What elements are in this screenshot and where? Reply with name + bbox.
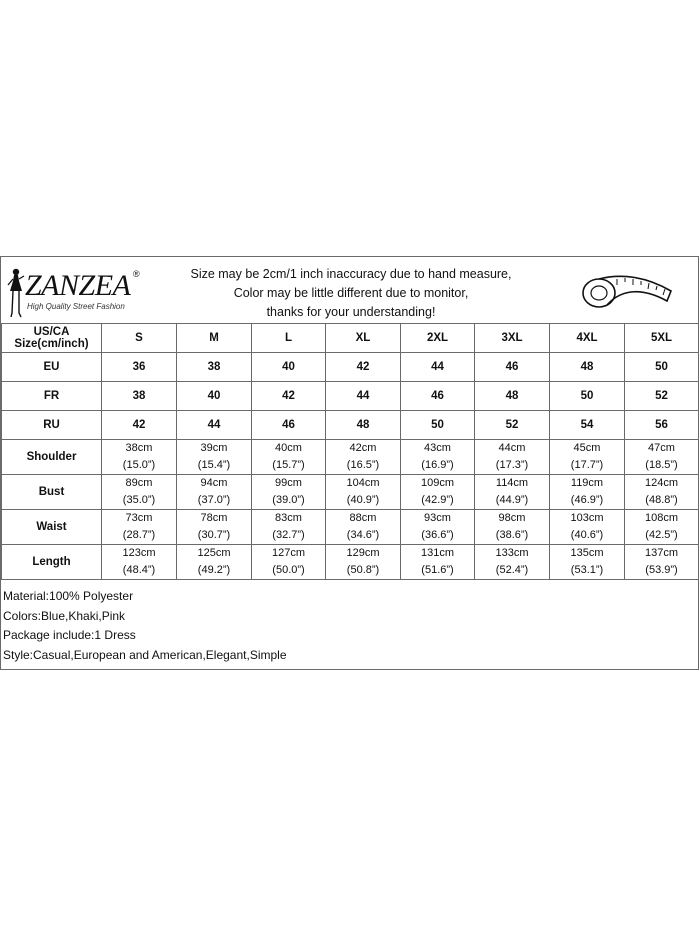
inch-value: (42.5”) bbox=[645, 529, 678, 541]
inch-value: (28.7”) bbox=[122, 529, 156, 541]
measure-cell bbox=[475, 510, 550, 545]
cm-value: 124cm bbox=[644, 477, 679, 489]
size-value-cell: 48 bbox=[550, 353, 625, 382]
size-table bbox=[1, 323, 699, 580]
inch-value: (48.4”) bbox=[122, 564, 156, 576]
cm-value: 89cm bbox=[125, 477, 153, 489]
size-row-fr bbox=[2, 382, 699, 411]
measure-cell bbox=[102, 510, 177, 545]
size-value-cell: 40 bbox=[177, 382, 252, 411]
measure-cell bbox=[177, 440, 252, 475]
inch-value: (49.2”) bbox=[197, 564, 231, 576]
inch-value: (46.9”) bbox=[570, 494, 604, 506]
inch-value: (15.4”) bbox=[197, 459, 231, 471]
cm-value: 123cm bbox=[122, 547, 156, 559]
size-chart-header bbox=[1, 257, 698, 323]
measure-cell bbox=[401, 545, 475, 580]
inch-value: (34.6”) bbox=[346, 529, 380, 541]
cm-value: 103cm bbox=[570, 512, 604, 524]
measure-cell bbox=[326, 475, 401, 510]
size-header: 2XL bbox=[401, 324, 475, 353]
inch-value: (30.7”) bbox=[197, 529, 231, 541]
size-value-cell: 42 bbox=[252, 382, 326, 411]
measure-cell bbox=[102, 475, 177, 510]
cm-value: 125cm bbox=[197, 547, 231, 559]
inch-value: (53.1”) bbox=[570, 564, 604, 576]
simple-rows bbox=[2, 353, 699, 440]
size-header-row bbox=[2, 324, 699, 353]
measurement-note bbox=[161, 265, 541, 322]
measure-cell bbox=[475, 440, 550, 475]
inch-value: (40.9”) bbox=[346, 494, 380, 506]
size-header: 4XL bbox=[550, 324, 625, 353]
inch-value: (44.9”) bbox=[495, 494, 529, 506]
measure-row-shoulder bbox=[2, 440, 699, 475]
inch-value: (37.0”) bbox=[197, 494, 231, 506]
measure-cell bbox=[326, 510, 401, 545]
material-line: Material:100% Polyester bbox=[3, 589, 134, 603]
size-row-eu bbox=[2, 353, 699, 382]
cm-value: 47cm bbox=[648, 442, 675, 454]
cm-value: 83cm bbox=[275, 512, 302, 524]
cm-value: 39cm bbox=[200, 442, 228, 454]
cm-value: 109cm bbox=[420, 477, 455, 489]
measure-cell bbox=[252, 440, 326, 475]
inch-value: (50.8”) bbox=[346, 564, 380, 576]
row-label: EU bbox=[2, 353, 102, 382]
measure-cell bbox=[475, 475, 550, 510]
cm-value: 108cm bbox=[644, 512, 679, 524]
measure-cell bbox=[401, 440, 475, 475]
size-header: 5XL bbox=[625, 324, 699, 353]
inch-value: (50.0”) bbox=[272, 564, 305, 576]
measure-cell bbox=[550, 545, 625, 580]
measure-cell bbox=[326, 440, 401, 475]
measure-row-waist bbox=[2, 510, 699, 545]
size-header: S bbox=[102, 324, 177, 353]
size-value-cell: 42 bbox=[102, 411, 177, 440]
size-value-cell: 46 bbox=[401, 382, 475, 411]
size-value-cell: 38 bbox=[177, 353, 252, 382]
inch-value: (17.7”) bbox=[570, 459, 604, 471]
cm-value: 88cm bbox=[349, 512, 377, 524]
size-value-cell: 44 bbox=[177, 411, 252, 440]
inch-value: (36.6”) bbox=[421, 529, 454, 541]
measure-cell bbox=[252, 545, 326, 580]
size-row-ru bbox=[2, 411, 699, 440]
corner-label-line: Size(cm/inch) bbox=[14, 338, 89, 350]
cm-value: 93cm bbox=[424, 512, 451, 524]
style-line: Style:Casual,European and American,Elegant,Simple bbox=[3, 647, 287, 662]
inch-value: (48.8”) bbox=[645, 494, 678, 506]
measure-cell bbox=[326, 545, 401, 580]
size-value-cell: 50 bbox=[401, 411, 475, 440]
row-label: Shoulder bbox=[2, 440, 102, 475]
product-details bbox=[3, 587, 287, 665]
corner-label bbox=[2, 324, 102, 353]
inch-value: (16.9”) bbox=[421, 459, 454, 471]
size-header: M bbox=[177, 324, 252, 353]
note-line: Color may be little different due to monitor, bbox=[233, 286, 469, 300]
cm-value: 73cm bbox=[125, 512, 153, 524]
package-line: Package include:1 Dress bbox=[3, 628, 136, 642]
brand-logo bbox=[7, 263, 147, 319]
measure-cell bbox=[550, 475, 625, 510]
inch-value: (38.6”) bbox=[495, 529, 529, 541]
row-label: Waist bbox=[2, 510, 102, 545]
measure-cell bbox=[177, 545, 252, 580]
cm-value: 44cm bbox=[498, 442, 526, 454]
cm-value: 45cm bbox=[573, 442, 601, 454]
size-header: L bbox=[252, 324, 326, 353]
size-value-cell: 46 bbox=[252, 411, 326, 440]
cm-value: 135cm bbox=[570, 547, 604, 559]
size-value-cell: 38 bbox=[102, 382, 177, 411]
measure-cell bbox=[252, 510, 326, 545]
inch-value: (42.9”) bbox=[421, 494, 454, 506]
size-value-cell: 36 bbox=[102, 353, 177, 382]
measure-row-length bbox=[2, 545, 699, 580]
note-line: Size may be 2cm/1 inch inaccuracy due to hand measure, bbox=[190, 267, 512, 281]
size-value-cell: 48 bbox=[326, 411, 401, 440]
measure-rows bbox=[2, 440, 699, 580]
cm-value: 127cm bbox=[271, 547, 306, 559]
row-label: Bust bbox=[2, 475, 102, 510]
measure-cell bbox=[177, 510, 252, 545]
size-value-cell: 50 bbox=[550, 382, 625, 411]
size-value-cell: 48 bbox=[475, 382, 550, 411]
cm-value: 137cm bbox=[644, 547, 679, 559]
registered-mark: ® bbox=[133, 269, 140, 279]
cm-value: 114cm bbox=[495, 477, 529, 489]
inch-value: (16.5”) bbox=[346, 459, 380, 471]
size-chart bbox=[0, 256, 699, 670]
inch-value: (17.3”) bbox=[495, 459, 529, 471]
measure-row-bust bbox=[2, 475, 699, 510]
measure-cell bbox=[401, 510, 475, 545]
cm-value: 119cm bbox=[570, 477, 604, 489]
corner-label-line: US/CA bbox=[33, 326, 70, 338]
row-label: FR bbox=[2, 382, 102, 411]
cm-value: 99cm bbox=[275, 477, 302, 489]
measure-cell bbox=[102, 545, 177, 580]
measure-cell bbox=[625, 475, 699, 510]
size-value-cell: 42 bbox=[326, 353, 401, 382]
size-header: XL bbox=[326, 324, 401, 353]
inch-value: (52.4”) bbox=[495, 564, 529, 576]
cm-value: 98cm bbox=[498, 512, 526, 524]
row-label: RU bbox=[2, 411, 102, 440]
cm-value: 94cm bbox=[200, 477, 228, 489]
measure-cell bbox=[625, 510, 699, 545]
measure-cell bbox=[401, 475, 475, 510]
cm-value: 43cm bbox=[424, 442, 451, 454]
brand-name: ZANZEA bbox=[25, 269, 131, 302]
inch-value: (40.6”) bbox=[570, 529, 604, 541]
inch-value: (35.0”) bbox=[122, 494, 156, 506]
cm-value: 38cm bbox=[125, 442, 153, 454]
cm-value: 129cm bbox=[346, 547, 380, 559]
size-value-cell: 44 bbox=[326, 382, 401, 411]
cm-value: 104cm bbox=[346, 477, 380, 489]
inch-value: (32.7”) bbox=[272, 529, 305, 541]
size-value-cell: 52 bbox=[625, 382, 699, 411]
measure-cell bbox=[550, 440, 625, 475]
cm-value: 42cm bbox=[349, 442, 377, 454]
measure-cell bbox=[550, 510, 625, 545]
cm-value: 40cm bbox=[275, 442, 302, 454]
size-header: 3XL bbox=[475, 324, 550, 353]
inch-value: (53.9”) bbox=[645, 564, 678, 576]
cm-value: 78cm bbox=[200, 512, 228, 524]
measure-cell bbox=[177, 475, 252, 510]
size-value-cell: 52 bbox=[475, 411, 550, 440]
inch-value: (51.6”) bbox=[421, 564, 454, 576]
size-value-cell: 44 bbox=[401, 353, 475, 382]
measuring-tape-icon bbox=[577, 267, 677, 315]
row-label: Length bbox=[2, 545, 102, 580]
note-line: thanks for your understanding! bbox=[266, 305, 436, 319]
inch-value: (15.7”) bbox=[272, 459, 305, 471]
measure-cell bbox=[475, 545, 550, 580]
measure-cell bbox=[102, 440, 177, 475]
inch-value: (39.0”) bbox=[272, 494, 305, 506]
size-value-cell: 50 bbox=[625, 353, 699, 382]
size-value-cell: 40 bbox=[252, 353, 326, 382]
brand-tagline: High Quality Street Fashion bbox=[27, 302, 125, 311]
inch-value: (15.0”) bbox=[122, 459, 156, 471]
size-value-cell: 54 bbox=[550, 411, 625, 440]
size-value-cell: 46 bbox=[475, 353, 550, 382]
size-value-cell: 56 bbox=[625, 411, 699, 440]
fashion-lady-icon bbox=[7, 267, 25, 321]
cm-value: 133cm bbox=[495, 547, 529, 559]
colors-line: Colors:Blue,Khaki,Pink bbox=[3, 608, 126, 623]
measure-cell bbox=[252, 475, 326, 510]
cm-value: 131cm bbox=[420, 547, 455, 559]
measure-cell bbox=[625, 545, 699, 580]
inch-value: (18.5”) bbox=[645, 459, 678, 471]
measure-cell bbox=[625, 440, 699, 475]
